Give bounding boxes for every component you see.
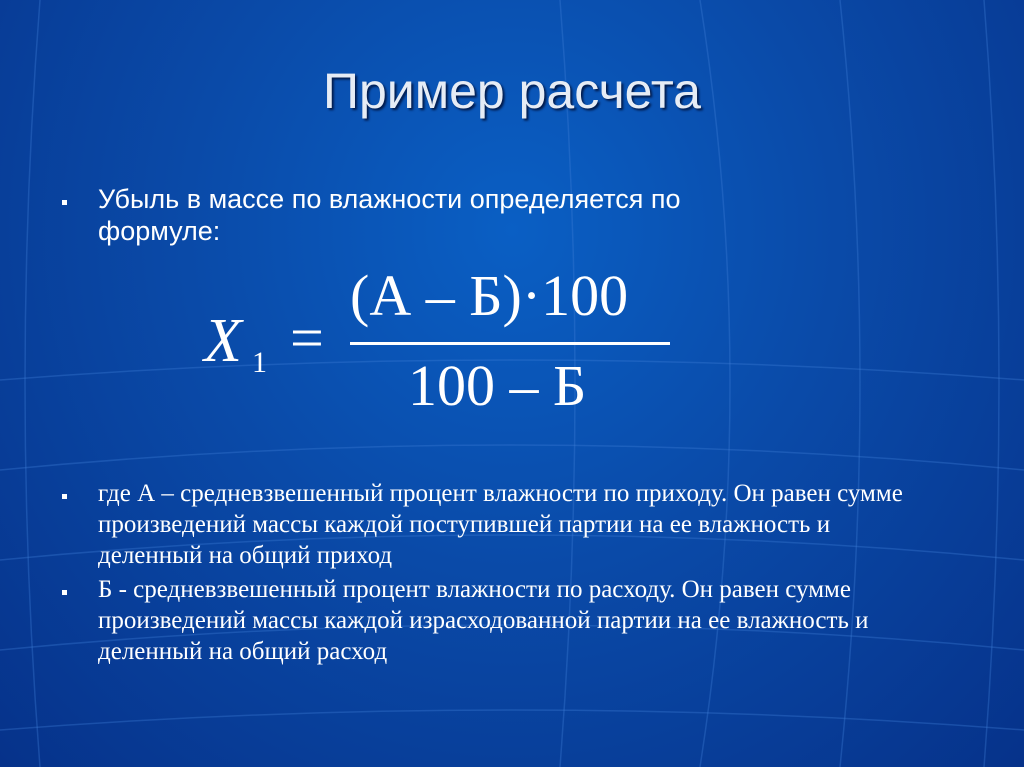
slide-title: Пример расчета [323, 63, 701, 119]
bullet-marker-1 [62, 200, 67, 205]
bullet-marker-3 [62, 590, 67, 595]
formula-denominator: 100 – Б [408, 353, 587, 418]
formula-numerator: (А – Б)·100 [350, 263, 629, 328]
bullet-text-3: Б - средневзвешенный процент влажности по расходу. Он равен сумме произведений массы каждой израсходованной партии на ее влажность и деленный на общий расход [98, 576, 869, 665]
formula-lhs: X [204, 307, 242, 375]
formula-fraction-bar [350, 342, 670, 345]
bullet-text-1: Убыль в массе по влажности определяется по формуле: [98, 184, 681, 246]
bullet-marker-2 [62, 494, 67, 499]
bullet-text-2: где А – средневзвешенный процент влажности по приходу. Он равен сумме произведений массы каждой поступившей партии на ее влажность и деленный на общий приход [98, 480, 903, 569]
formula-equals: = [290, 305, 324, 371]
formula-lhs-subscript: 1 [252, 346, 267, 379]
moisture-loss-formula [200, 263, 690, 428]
